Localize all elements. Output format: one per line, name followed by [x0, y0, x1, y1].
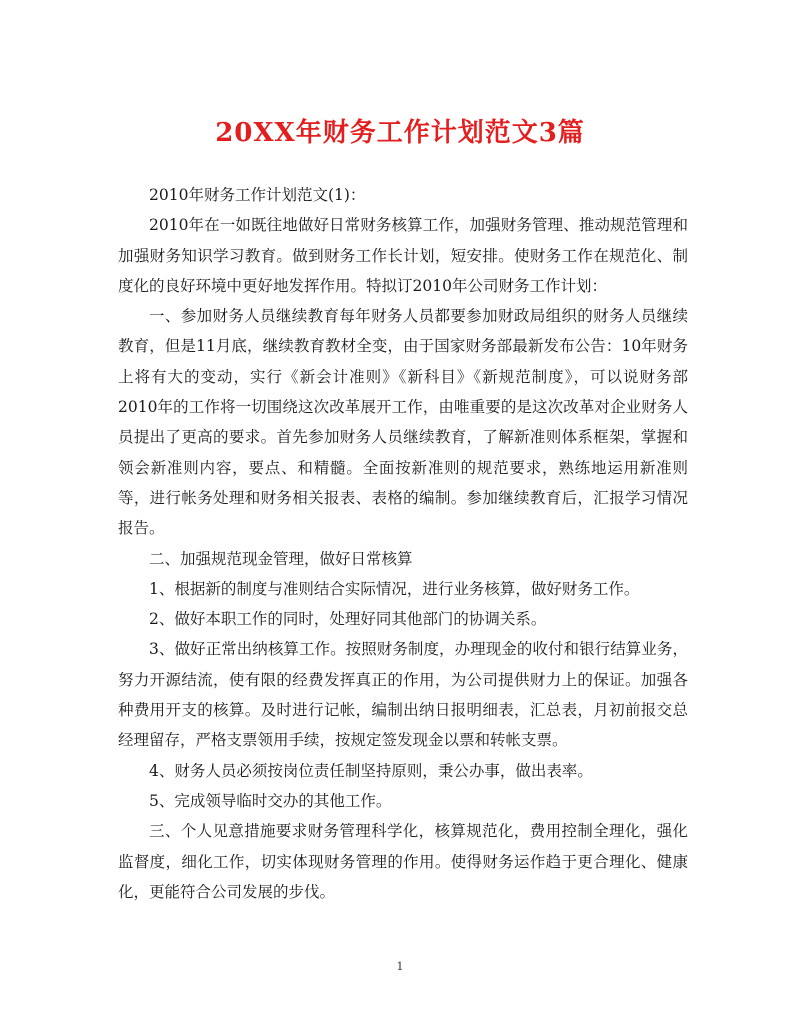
- list-item: 3、做好正常出纳核算工作。按照财务制度，办理现金的收付和银行结算业务，努力开源结流，使有限的经费发挥真正的作用，为公司提供财力上的保证。加强各种费用开支的核算。及时进行记帐，编制出纳日报明细表，汇总表，月初前报交总经理留存，严格支票领用手续，按规定签发现金以票和转帐支票。: [118, 640, 688, 750]
- list-item: 1、根据新的制度与准则结合实际情况，进行业务核算，做好财务工作。: [149, 579, 640, 598]
- paragraph: 三、个人见意措施要求财务管理科学化，核算规范化，费用控制全理化，强化监督度，细化工作，切实体现财务管理的作用。使得财务运作趋于更合理化、健康化，更能符合公司发展的步伐。: [118, 822, 688, 901]
- section-heading: 2010年财务工作计划范文(1)：: [149, 186, 366, 204]
- paragraph: 二、加强规范现金管理，做好日常核算: [149, 549, 413, 568]
- list-item: 2、做好本职工作的同时，处理好同其他部门的协调关系。: [149, 610, 547, 629]
- document-title: 20XX年财务工作计划范文3篇: [215, 118, 585, 148]
- document-body: [118, 180, 688, 907]
- paragraph: 2010年在一如既往地做好日常财务核算工作，加强财务管理、推动规范管理和加强财务知识学习教育。做到财务工作长计划，短安排。使财务工作在规范化、制度化的良好环境中更好地发挥作用。特拟订2010年公司财务工作计划：: [118, 216, 688, 295]
- paragraph: 一、参加财务人员继续教育每年财务人员都要参加财政局组织的财务人员继续教育，但是11月底，继续教育教材全变，由于国家财务部最新发布公告：10年财务上将有大的变动，实行《新会计准则》《新科目》《新规范制度》，可以说财务部2010年的工作将一切围绕这次改革展开工作，由唯重要的是这次改革对企业财务人员提出了更高的要求。首先参加财务人员继续教育，了解新准则体系框架，掌握和领会新准则内容，要点、和精髓。全面按新准则的规范要求，熟练地运用新准则等，进行帐务处理和财务相关报表、表格的编制。参加继续教育后，汇报学习情况报告。: [118, 307, 688, 538]
- list-item: 4、财务人员必须按岗位责任制坚持原则，秉公办事，做出表率。: [149, 761, 593, 780]
- page-number: 1: [396, 960, 404, 973]
- list-item: 5、完成领导临时交办的其他工作。: [149, 791, 392, 810]
